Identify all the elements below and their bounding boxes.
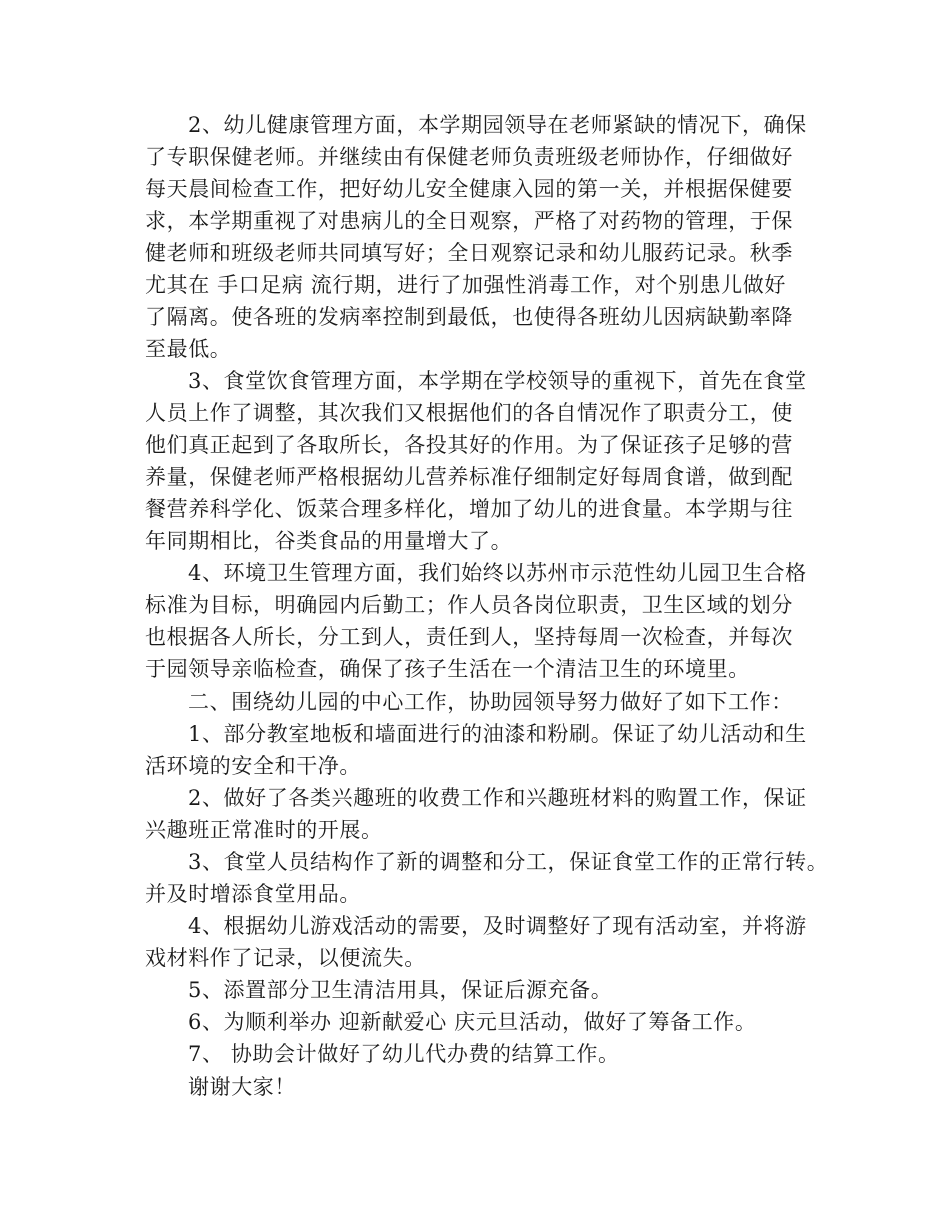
paragraph-line: 每天晨间检查工作，把好幼儿安全健康入园的第一关，并根据保健要 (145, 177, 793, 201)
paragraph-line: 求，本学期重视了对患病儿的全日观察，严格了对药物的管理，于保 (145, 209, 793, 233)
paragraph-line: 了隔离。使各班的发病率控制到最低，也使得各班幼儿因病缺勤率降 (145, 305, 793, 329)
paragraph-line: 年同期相比，谷类食品的用量增大了。 (145, 529, 513, 553)
list-item: 3、食堂人员结构作了新的调整和分工，保证食堂工作的正常行转。 (188, 850, 829, 874)
paragraph-line: 于园领导亲临检查，确保了孩子生活在一个清洁卫生的环境里。 (145, 657, 750, 681)
paragraph-line: 餐营养科学化、饭菜合理多样化，增加了幼儿的进食量。本学期与往 (145, 497, 793, 521)
paragraph-line: 尤其在 手口足病 流行期，进行了加强性消毒工作，对个别患儿做好 (145, 273, 786, 297)
paragraph-line: 至最低。 (145, 337, 232, 361)
paragraph-line: 4、环境卫生管理方面，我们始终以苏州市示范性幼儿园卫生合格 (188, 561, 807, 585)
list-item: 1、部分教室地板和墙面进行的油漆和粉刷。保证了幼儿活动和生 (188, 722, 807, 746)
paragraph-line: 了专职保健老师。并继续由有保健老师负责班级老师协作，仔细做好 (145, 145, 793, 169)
paragraph-line: 标准为目标，明确园内后勤工；作人员各岗位职责，卫生区域的划分 (145, 593, 793, 617)
list-item-continuation: 兴趣班正常准时的开展。 (145, 818, 383, 842)
list-item-continuation: 并及时增添食堂用品。 (145, 882, 361, 906)
list-item: 4、根据幼儿游戏活动的需要，及时调整好了现有活动室，并将游 (188, 914, 807, 938)
paragraph-line: 养量，保健老师严格根据幼儿营养标准仔细制定好每周食谱，做到配 (145, 465, 793, 489)
paragraph-line: 也根据各人所长，分工到人，责任到人，坚持每周一次检查，并每次 (145, 625, 793, 649)
list-item-continuation: 活环境的安全和干净。 (145, 754, 361, 778)
paragraph-line: 3、食堂饮食管理方面，本学期在学校领导的重视下，首先在食堂 (188, 369, 807, 393)
section-heading: 二、围绕幼儿园的中心工作，协助园领导努力做好了如下工作： (188, 690, 793, 714)
list-item: 2、做好了各类兴趣班的收费工作和兴趣班材料的购置工作，保证 (188, 786, 807, 810)
list-item: 5、添置部分卫生清洁用具，保证后源充备。 (188, 978, 613, 1002)
paragraph-line: 人员上作了调整，其次我们又根据他们的各自情况作了职责分工，使 (145, 401, 793, 425)
list-item: 6、为顺利举办 迎新献爱心 庆元旦活动，做好了筹备工作。 (188, 1010, 757, 1034)
closing-line: 谢谢大家！ (188, 1075, 296, 1099)
paragraph-line: 2、幼儿健康管理方面，本学期园领导在老师紧缺的情况下，确保 (188, 113, 807, 137)
paragraph-line: 健老师和班级老师共同填写好；全日观察记录和幼儿服药记录。秋季 (145, 241, 793, 265)
list-item-continuation: 戏材料作了记录，以便流失。 (145, 946, 426, 970)
paragraph-line: 他们真正起到了各取所长，各投其好的作用。为了保证孩子足够的营 (145, 433, 793, 457)
list-item: 7、 协助会计做好了幼儿代办费的结算工作。 (188, 1042, 620, 1066)
